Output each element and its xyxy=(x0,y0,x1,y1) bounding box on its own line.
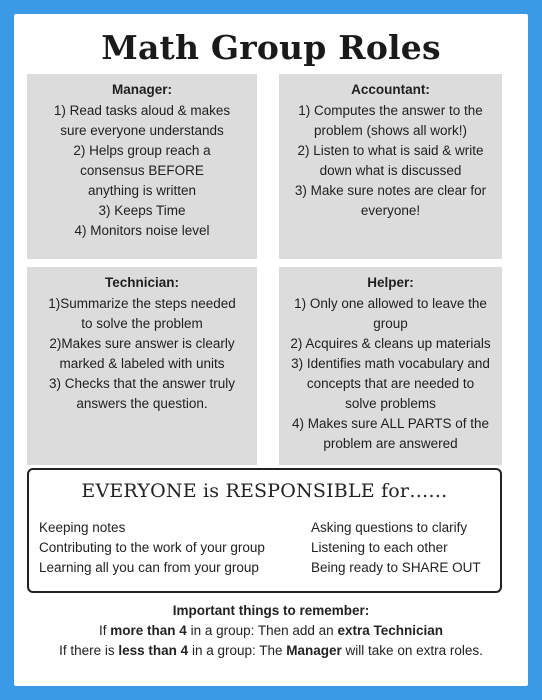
role-line: marked & labeled with units xyxy=(59,356,225,371)
responsibility-item: Being ready to SHARE OUT xyxy=(311,560,481,575)
poster-sheet xyxy=(14,14,528,686)
role-card-manager xyxy=(27,74,257,259)
role-line: 3) Keeps Time xyxy=(98,203,186,218)
everyone-responsible-box xyxy=(27,468,502,593)
scalloped-edge-top xyxy=(0,0,542,14)
role-line: 3) Checks that the answer truly xyxy=(48,376,236,391)
role-line: 1)Summarize the steps needed xyxy=(48,296,236,311)
text-fragment: in a group: The xyxy=(188,643,287,658)
role-card-helper xyxy=(279,267,502,465)
responsibility-item: Asking questions to clarify xyxy=(311,520,468,535)
scalloped-edge-bottom xyxy=(0,686,542,700)
role-name: Helper: xyxy=(367,275,414,290)
everyone-title: EVERYONE is RESPONSIBLE for…… xyxy=(81,480,448,502)
role-line: 3) Make sure notes are clear for xyxy=(294,183,487,198)
text-fragment: in a group: Then add an xyxy=(186,623,338,638)
role-line: 2) Helps group reach a xyxy=(73,143,211,158)
responsibility-list-left xyxy=(39,518,265,578)
role-line: 1) Read tasks aloud & makes xyxy=(53,103,231,118)
responsibility-item: Contributing to the work of your group xyxy=(39,540,265,555)
responsibility-item: Keeping notes xyxy=(39,520,126,535)
role-name: Accountant: xyxy=(351,82,430,97)
role-line: 4) Makes sure ALL PARTS of the xyxy=(291,416,490,431)
role-line: solve problems xyxy=(345,396,436,411)
text-fragment-bold: Manager xyxy=(286,643,342,658)
role-card-technician xyxy=(27,267,257,465)
responsibility-item: Listening to each other xyxy=(311,540,448,555)
role-card-accountant xyxy=(279,74,502,259)
role-line: 4) Monitors noise level xyxy=(74,223,210,238)
remember-heading: Important things to remember: xyxy=(172,603,370,618)
text-fragment: If xyxy=(99,623,111,638)
role-line: 1) Computes the answer to the xyxy=(298,103,483,118)
remember-section xyxy=(14,601,528,661)
remember-line-2 xyxy=(14,641,528,661)
remember-line-1 xyxy=(14,621,528,641)
text-fragment-bold: more than 4 xyxy=(110,623,187,638)
poster-title: Math Group Roles xyxy=(101,28,441,67)
role-line: concepts that are needed to xyxy=(306,376,475,391)
text-fragment: If there is xyxy=(59,643,119,658)
role-line: everyone! xyxy=(360,203,421,218)
text-fragment-bold: less than 4 xyxy=(118,643,189,658)
role-line: problem are answered xyxy=(323,436,458,451)
role-name: Manager: xyxy=(111,82,172,97)
role-line: 2)Makes sure answer is clearly xyxy=(49,336,235,351)
role-line: 1) Only one allowed to leave the xyxy=(294,296,487,311)
role-line: anything is written xyxy=(87,183,197,198)
role-line: to solve the problem xyxy=(81,316,203,331)
role-line: 2) Listen to what is said & write xyxy=(297,143,484,158)
text-fragment: will take on extra roles. xyxy=(341,643,483,658)
role-line: 2) Acquires & cleans up materials xyxy=(290,336,491,351)
role-line: group xyxy=(373,316,408,331)
role-line: down what is discussed xyxy=(319,163,462,178)
role-line: problem (shows all work!) xyxy=(313,123,468,138)
text-fragment-bold: extra Technician xyxy=(337,623,443,638)
responsibility-list-right xyxy=(311,518,481,578)
role-name: Technician: xyxy=(104,275,179,290)
role-line: sure everyone understands xyxy=(60,123,224,138)
role-line: answers the question. xyxy=(76,396,208,411)
responsibility-item: Learning all you can from your group xyxy=(39,560,259,575)
role-line: consensus BEFORE xyxy=(80,163,204,178)
role-line: 3) Identifies math vocabulary and xyxy=(291,356,490,371)
